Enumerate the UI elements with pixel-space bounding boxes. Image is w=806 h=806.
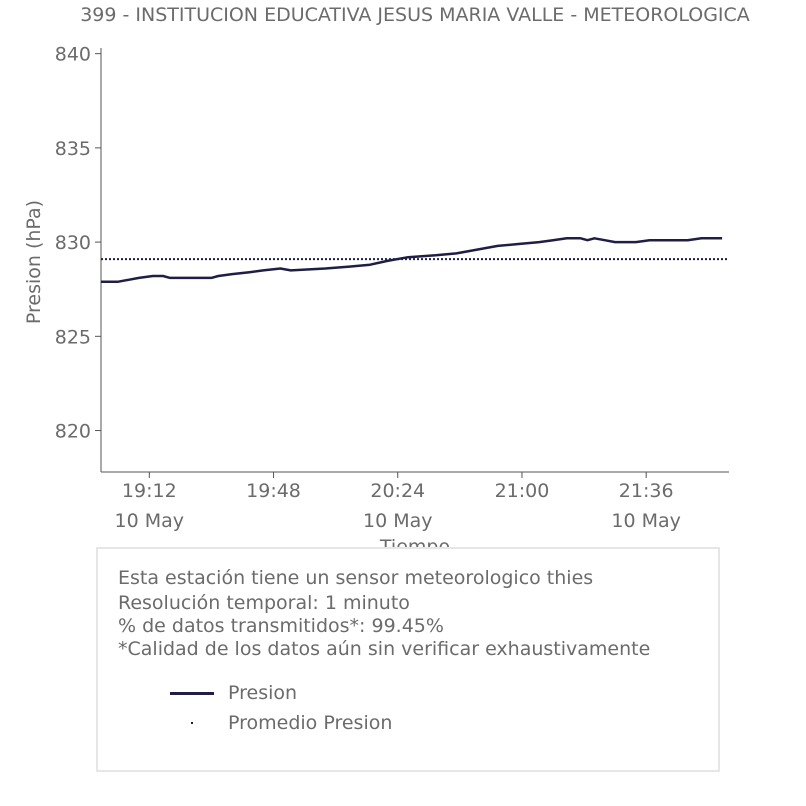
info-legend-box <box>96 547 720 772</box>
x-tick-date: 10 May <box>362 510 433 532</box>
data-transmitted: % de datos transmitidos*: 99.45% <box>118 615 444 637</box>
y-tick-label: 820 <box>54 420 91 443</box>
x-tick-label: 20:24 <box>370 480 426 502</box>
x-tick-date: 10 May <box>611 510 681 532</box>
chart-title: 399 - INSTITUCION EDUCATIVA JESUS MARIA VALLE - METEOROLOGICA <box>80 4 750 26</box>
legend-item-promedio <box>170 711 392 735</box>
temporal-resolution: Resolución temporal: 1 minuto <box>118 592 410 614</box>
y-ticks <box>55 44 101 443</box>
x-ticks <box>115 472 681 532</box>
data-quality-note: *Calidad de los datos aún sin verificar exhaustivamente <box>118 638 651 660</box>
x-tick-label: 21:00 <box>494 480 550 502</box>
y-axis-label: Presion (hPa) <box>23 199 45 325</box>
solid-line-swatch <box>170 681 214 705</box>
y-tick-label: 830 <box>54 232 91 255</box>
y-tick-label: 835 <box>54 137 91 160</box>
sensor-info: Esta estación tiene un sensor meteorologico thies <box>118 567 594 589</box>
x-tick-label: 21:36 <box>618 480 674 502</box>
legend-label-promedio: Promedio Presion <box>228 712 393 734</box>
series-layer <box>101 238 729 281</box>
y-tick-label: 825 <box>54 326 91 349</box>
x-tick-date: 10 May <box>114 510 185 532</box>
legend-item-presion <box>170 681 297 705</box>
x-tick-label: 19:48 <box>246 480 301 502</box>
y-tick-label: 840 <box>54 43 91 66</box>
dot-marker-swatch <box>170 711 214 735</box>
x-tick-label: 19:12 <box>121 480 177 502</box>
legend-label-presion: Presion <box>228 682 298 704</box>
